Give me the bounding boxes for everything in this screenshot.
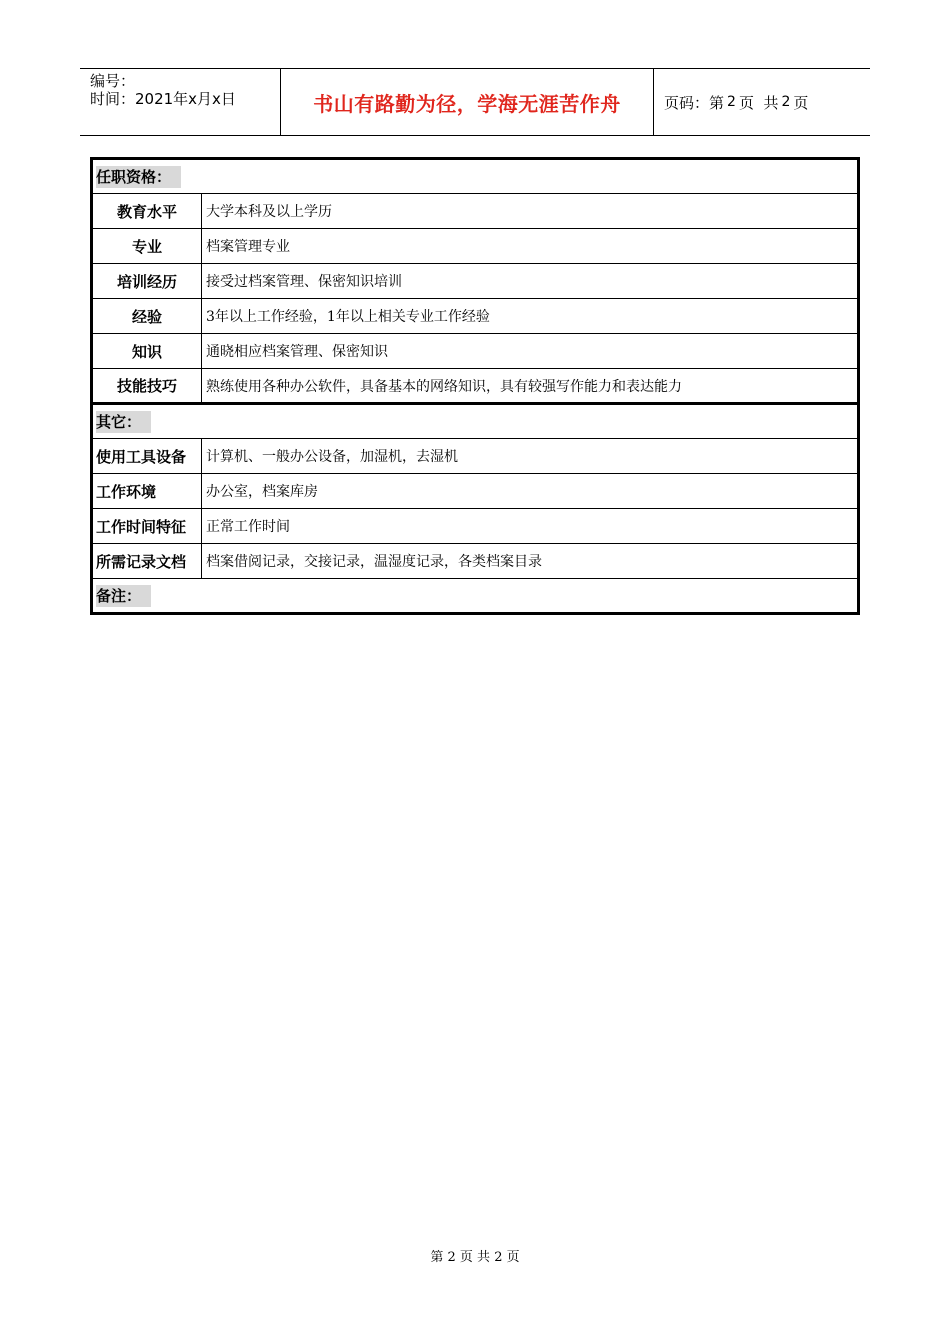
row-value: 熟练使用各种办公软件，具备基本的网络知识，具有较强写作能力和表达能力 xyxy=(202,369,859,404)
page-info-prefix: 页码：第 xyxy=(664,93,725,112)
section-other xyxy=(92,404,859,439)
table-row xyxy=(92,229,859,264)
document-header xyxy=(80,68,870,136)
row-value: 档案管理专业 xyxy=(202,229,859,264)
table-row xyxy=(92,334,859,369)
page-info-suffix: 页 xyxy=(793,93,809,112)
row-label: 经验 xyxy=(92,299,202,334)
table-row xyxy=(92,369,859,404)
header-meta xyxy=(80,69,281,135)
row-label: 工作环境 xyxy=(92,474,202,509)
row-value: 大学本科及以上学历 xyxy=(202,194,859,229)
page-info-total: 2 xyxy=(781,94,791,110)
page-info-mid: 页 共 xyxy=(738,93,779,112)
table-row xyxy=(92,474,859,509)
table-row xyxy=(92,509,859,544)
section-title-qualifications: 任职资格： xyxy=(96,166,181,188)
row-label: 使用工具设备 xyxy=(92,439,202,474)
table-row xyxy=(92,194,859,229)
row-label: 知识 xyxy=(92,334,202,369)
row-label: 所需记录文档 xyxy=(92,544,202,579)
job-description-table xyxy=(90,157,860,615)
row-label: 专业 xyxy=(92,229,202,264)
row-value: 办公室，档案库房 xyxy=(202,474,859,509)
row-label: 技能技巧 xyxy=(92,369,202,404)
section-title-other: 其它： xyxy=(96,411,151,433)
row-value: 3年以上工作经验，1年以上相关专业工作经验 xyxy=(202,299,859,334)
table-row xyxy=(92,439,859,474)
section-qualifications xyxy=(92,159,859,194)
header-motto: 书山有路勤为径，学海无涯苦作舟 xyxy=(281,69,654,135)
table-row xyxy=(92,544,859,579)
row-label: 教育水平 xyxy=(92,194,202,229)
page-info-current: 2 xyxy=(727,94,736,110)
row-value: 计算机、一般办公设备，加湿机，去湿机 xyxy=(202,439,859,474)
document-date-label: 时间：2021年x月x日 xyxy=(90,90,236,108)
table-row xyxy=(92,299,859,334)
row-value: 通晓相应档案管理、保密知识 xyxy=(202,334,859,369)
row-label: 工作时间特征 xyxy=(92,509,202,544)
section-title-remarks: 备注： xyxy=(96,585,151,607)
row-value: 档案借阅记录，交接记录，温湿度记录，各类档案目录 xyxy=(202,544,859,579)
table-row xyxy=(92,264,859,299)
document-number-label: 编号： xyxy=(90,72,136,90)
page-footer: 第 2 页 共 2 页 xyxy=(430,1250,520,1265)
section-remarks xyxy=(92,579,859,614)
row-value: 正常工作时间 xyxy=(202,509,859,544)
row-label: 培训经历 xyxy=(92,264,202,299)
row-value: 接受过档案管理、保密知识培训 xyxy=(202,264,859,299)
header-page-info xyxy=(654,69,870,135)
